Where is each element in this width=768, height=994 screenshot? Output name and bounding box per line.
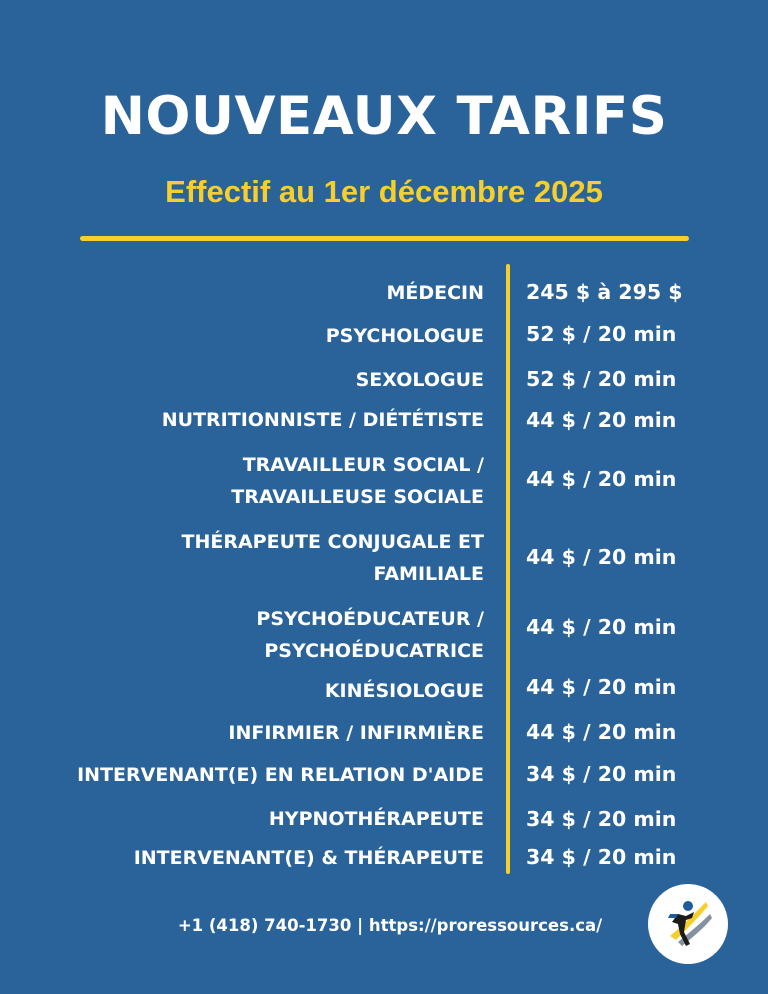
price-value: 34 $ / 20 min [526,807,677,831]
role-label: MÉDECIN [386,282,484,304]
price-value: 44 $ / 20 min [526,408,677,432]
price-value: 44 $ / 20 min [526,675,677,699]
price-value: 34 $ / 20 min [526,762,677,786]
figure-logo-icon [648,884,728,964]
page-title: NOUVEAUX TARIFS [100,86,668,147]
role-label: THÉRAPEUTE CONJUGALE ET [181,531,484,553]
role-label: INFIRMIER / INFIRMIÈRE [228,722,484,744]
role-label: PSYCHOÉDUCATEUR / [256,608,484,630]
price-value: 34 $ / 20 min [526,845,677,869]
role-label: TRAVAILLEUR SOCIAL / [242,454,484,476]
role-label: KINÉSIOLOGUE [324,680,484,702]
price-value: 52 $ / 20 min [526,322,677,346]
price-value: 52 $ / 20 min [526,367,677,391]
role-label: HYPNOTHÉRAPEUTE [268,808,484,830]
header-divider [80,236,689,241]
role-label: TRAVAILLEUSE SOCIALE [231,486,484,508]
role-label: NUTRITIONNISTE / DIÉTÉTISTE [161,409,484,431]
role-label: SEXOLOGUE [355,369,484,391]
price-value: 44 $ / 20 min [526,615,677,639]
contact-footer: +1 (418) 740-1730 | https://proressources.ca/ [177,916,603,935]
column-divider [506,264,510,874]
role-label: PSYCHOLOGUE [325,325,484,347]
role-label: INTERVENANT(E) & THÉRAPEUTE [133,847,484,869]
price-value: 44 $ / 20 min [526,467,677,491]
effective-date: Effectif au 1er décembre 2025 [165,174,603,209]
role-label: PSYCHOÉDUCATRICE [264,640,484,662]
price-value: 44 $ / 20 min [526,720,677,744]
role-label: FAMILIALE [373,563,484,585]
role-label: INTERVENANT(E) EN RELATION D'AIDE [77,764,484,786]
price-value: 245 $ à 295 $ [526,280,683,304]
price-value: 44 $ / 20 min [526,545,677,569]
